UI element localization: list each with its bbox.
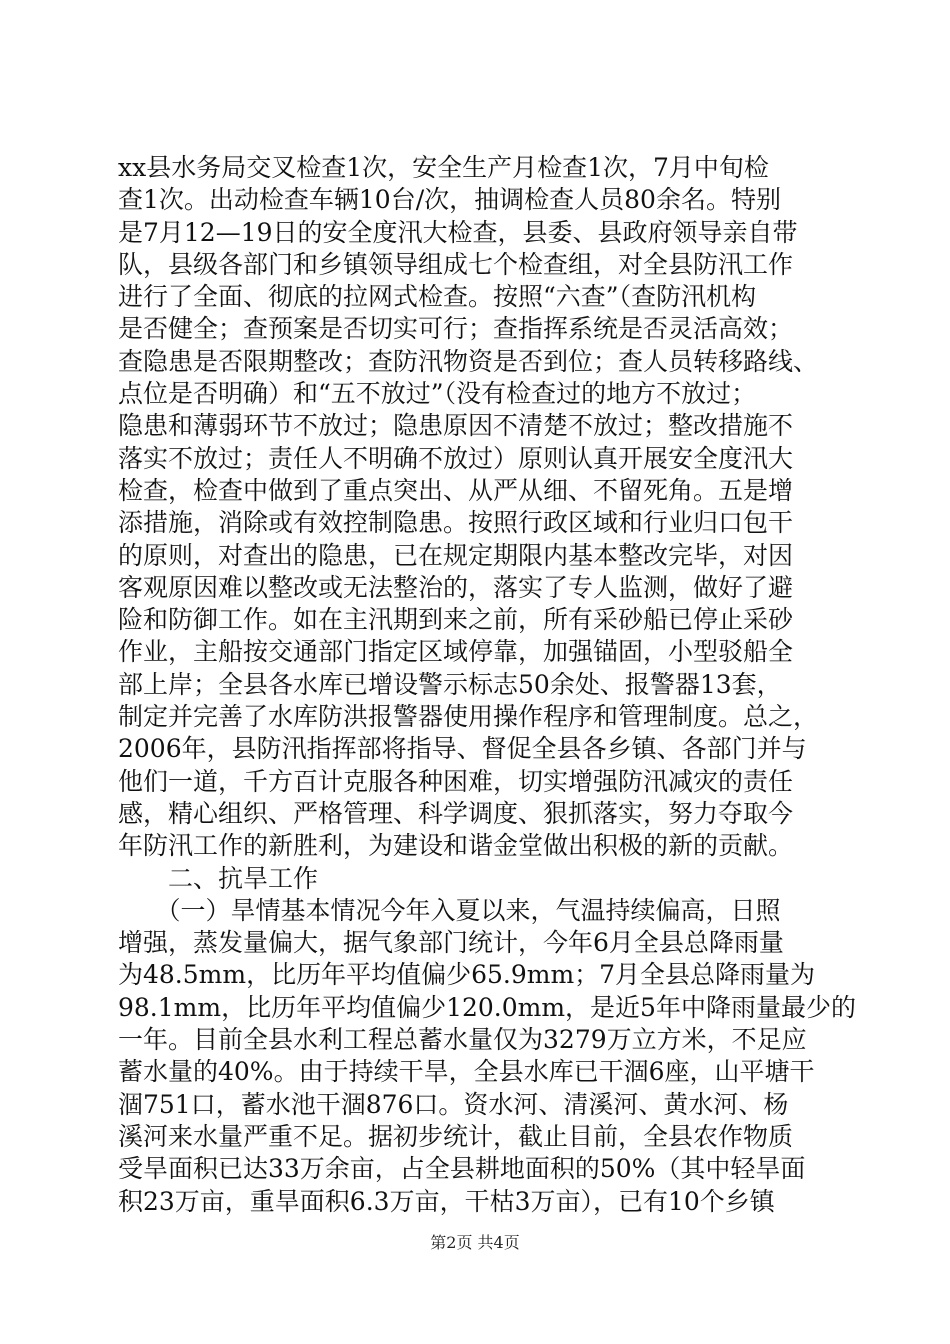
text-line: 98.1mm，比历年平均值偏少120.0mm，是近5年中降雨量最少的 bbox=[118, 992, 856, 1022]
text-line: 部上岸；全县各水库已增设警示标志50余处、报警器13套， bbox=[118, 669, 782, 699]
text-line: 蓄水量的40%。由于持续干旱，全县水库已干涸6座，山平塘干 bbox=[118, 1057, 815, 1087]
text-line: 增强，蒸发量偏大，据气象部门统计，今年6月全县总降雨量 bbox=[118, 928, 784, 958]
section-heading: 二、抗旱工作 bbox=[118, 863, 319, 893]
text-line: 添措施，消除或有效控制隐患。按照行政区域和行业归口包干 bbox=[118, 508, 794, 538]
text-line: （一）旱情基本情况今年入夏以来，气温持续偏高，日照 bbox=[118, 895, 781, 925]
text-line: 积23万亩，重旱面积6.3万亩，干枯3万亩），已有10个乡镇 bbox=[118, 1186, 775, 1216]
text-line: 查隐患是否限期整改；查防汛物资是否到位；查人员转移路线、 bbox=[118, 346, 819, 376]
text-line: 检查，检查中做到了重点突出、从严从细、不留死角。五是增 bbox=[118, 475, 794, 505]
text-line: 是否健全；查预案是否切实可行；查指挥系统是否灵活高效； bbox=[118, 314, 794, 344]
text-line: 是7月12—19日的安全度汛大检查，县委、县政府领导亲自带 bbox=[118, 217, 798, 247]
text-line: 一年。目前全县水利工程总蓄水量仅为3279万立方米，不足应 bbox=[118, 1025, 807, 1055]
text-line: 他们一道，千方百计克服各种困难，切实增强防汛减灾的责任 bbox=[118, 766, 794, 796]
document-body bbox=[118, 152, 856, 1218]
text-line: 落实不放过；责任人不明确不放过）原则认真开展安全度汛大 bbox=[118, 443, 794, 473]
text-line: 队，县级各部门和乡镇领导组成七个检查组，对全县防汛工作 bbox=[118, 249, 794, 279]
text-line: 进行了全面、彻底的拉网式检查。按照“六查”（查防汛机构 bbox=[118, 282, 757, 312]
text-line: 溪河来水量严重不足。据初步统计，截止目前，全县农作物质 bbox=[118, 1121, 794, 1151]
text-line: 感，精心组织、严格管理、科学调度、狠抓落实，努力夺取今 bbox=[118, 798, 794, 828]
text-line: 为48.5mm，比历年平均值偏少65.9mm；7月全县总降雨量为 bbox=[118, 960, 816, 990]
page-number-footer: 第2页 共4页 bbox=[430, 1233, 520, 1252]
text-line: 隐患和薄弱环节不放过；隐患原因不清楚不放过；整改措施不 bbox=[118, 411, 794, 441]
text-line: 年防汛工作的新胜利，为建设和谐金堂做出积极的新的贡献。 bbox=[118, 831, 794, 861]
text-line: 受旱面积已达33万余亩，占全县耕地面积的50%（其中轻旱面 bbox=[118, 1154, 806, 1184]
text-line: 险和防御工作。如在主汛期到来之前，所有采砂船已停止采砂 bbox=[118, 605, 794, 635]
text-line: 查1次。出动检查车辆10台/次，抽调检查人员80余名。特别 bbox=[118, 185, 781, 215]
text-line: 涸751口，蓄水池干涸876口。资水河、清溪河、黄水河、杨 bbox=[118, 1089, 789, 1119]
text-line: 作业，主船按交通部门指定区域停靠，加强锚固，小型驳船全 bbox=[118, 637, 794, 667]
text-line: 2006年，县防汛指挥部将指导、督促全县各乡镇、各部门并与 bbox=[118, 734, 807, 764]
text-line: 制定并完善了水库防洪报警器使用操作程序和管理制度。总之， bbox=[118, 702, 819, 732]
text-line: 点位是否明确）和“五不放过”（没有检查过的地方不放过； bbox=[118, 379, 757, 409]
text-line: xx县水务局交叉检查1次，安全生产月检查1次，7月中旬检 bbox=[118, 153, 769, 182]
text-line: 客观原因难以整改或无法整治的，落实了专人监测，做好了避 bbox=[118, 572, 794, 602]
text-line: 的原则，对查出的隐患，已在规定期限内基本整改完毕，对因 bbox=[118, 540, 794, 570]
